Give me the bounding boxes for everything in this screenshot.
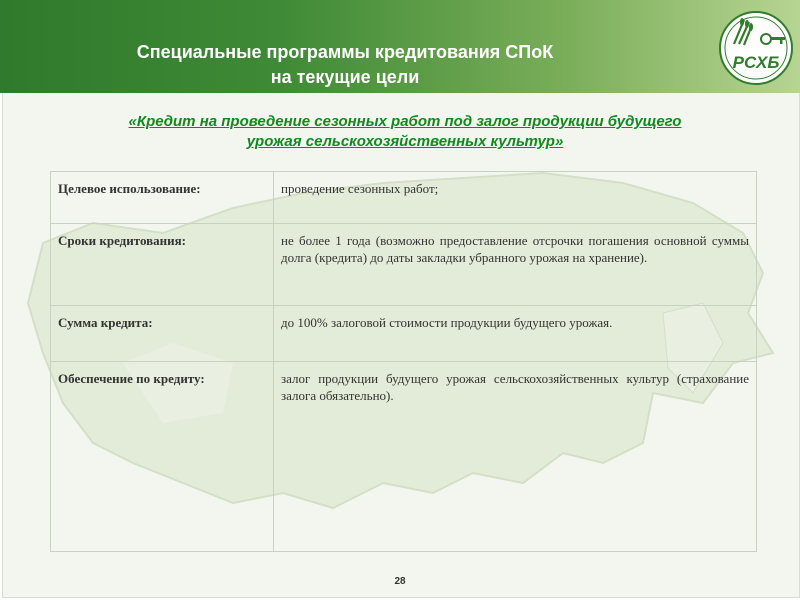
- row-value: не более 1 года (возможно предоставление отсрочки погашения основной суммы долга (кредита) до даты закладки убранного урожая на хранение).: [274, 224, 757, 306]
- row-value: проведение сезонных работ;: [274, 172, 757, 224]
- row-value: залог продукции будущего урожая сельскохозяйственных культур (страхование залога обязательно).: [274, 362, 757, 552]
- program-subtitle-line-1: «Кредит на проведение сезонных работ под залог продукции будущего: [128, 113, 682, 130]
- table-row: [51, 362, 757, 552]
- bank-logo-icon: [716, 8, 796, 88]
- loan-terms-table: [50, 171, 757, 552]
- header-bar: [0, 0, 800, 93]
- table-row: [51, 306, 757, 362]
- row-label: Сроки кредитования:: [51, 224, 274, 306]
- row-label: Сумма кредита:: [51, 306, 274, 362]
- program-subtitle: [60, 112, 750, 152]
- row-value: до 100% залоговой стоимости продукции будущего урожая.: [274, 306, 757, 362]
- table-row: [51, 172, 757, 224]
- slide-title-line-2: на текущие цели: [270, 67, 420, 87]
- slide-title: [120, 40, 570, 90]
- program-subtitle-line-2: урожая сельскохозяйственных культур»: [246, 133, 564, 150]
- slide-title-line-1: Специальные программы кредитования СПоК: [136, 42, 554, 62]
- page-number: 28: [394, 576, 406, 587]
- bank-logo-text: РСХБ: [732, 53, 780, 72]
- table-row: [51, 224, 757, 306]
- row-label: Целевое использование:: [51, 172, 274, 224]
- row-label: Обеспечение по кредиту:: [51, 362, 274, 552]
